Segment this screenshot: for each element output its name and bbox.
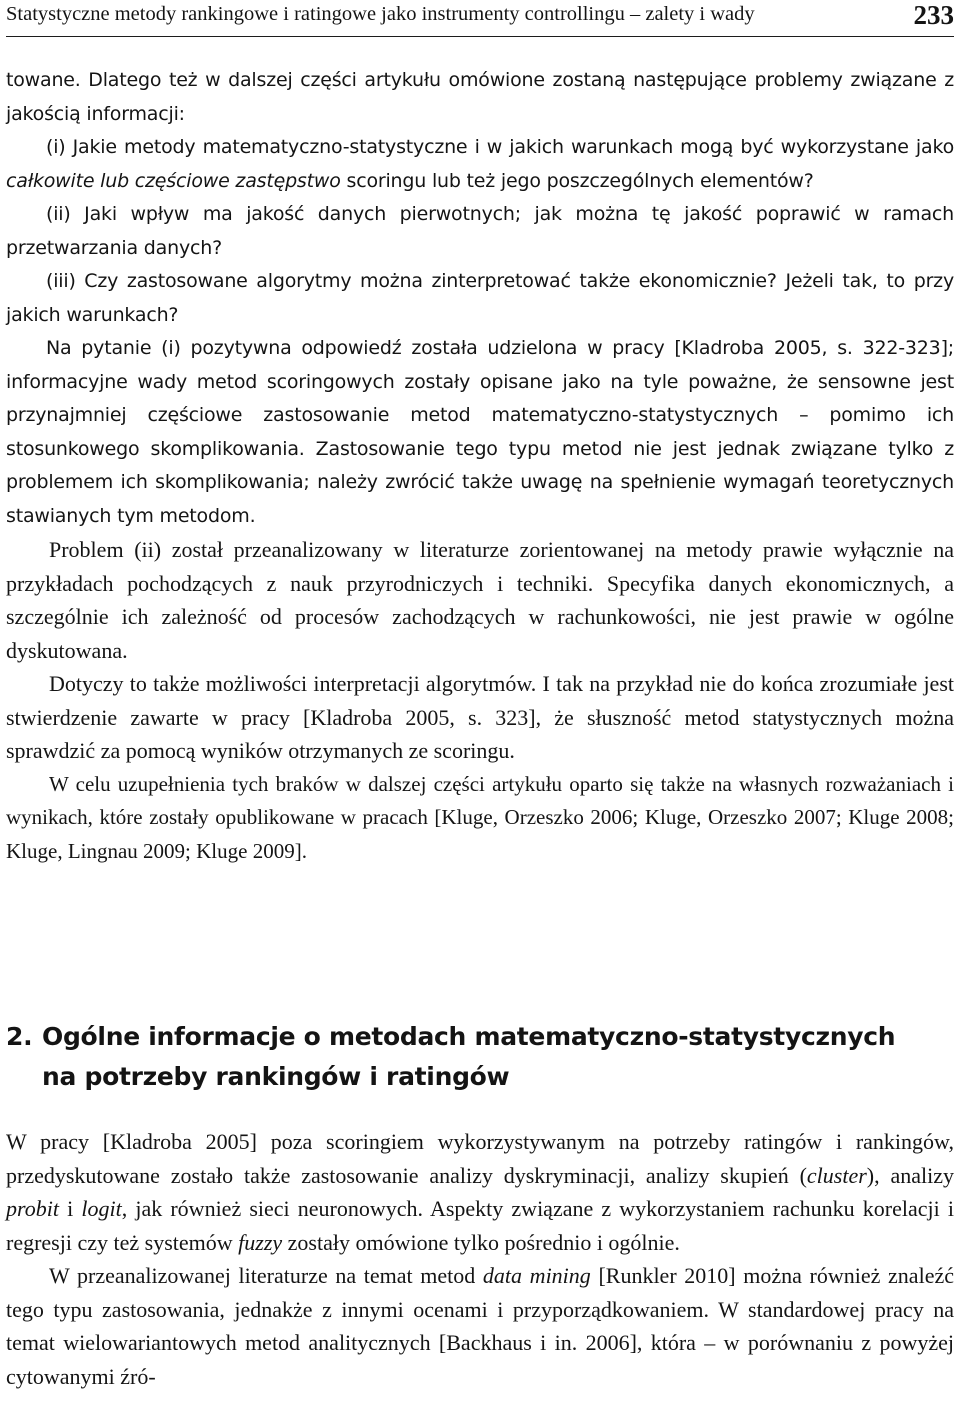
p6-text-d: , jak również sieci neuronowych. Aspekty związane z wykorzystaniem rachunku korelacji i regresji czy też systemów (6, 1196, 954, 1255)
p7-text-a: W przeanalizowanej literaturze na temat metod (49, 1263, 483, 1288)
question-i (6, 131, 954, 198)
p6-text-a: W pracy [Kladroba 2005] poza scoringiem wykorzystywanym na potrzeby ratingów i rankingów, przedyskutowane zostało także zastosowanie analizy dyskryminacji, analizy skupień ( (6, 1129, 954, 1188)
question-i-emphasis: całkowite lub częściowe zastępstwo (6, 169, 341, 192)
section-number: 2. (6, 1022, 33, 1051)
p6-text-b: ), analizy (866, 1162, 954, 1188)
body-text-lower (6, 1125, 954, 1393)
section-title-line-2: na potrzeby rankingów i ratingów (42, 1062, 510, 1091)
paragraph-interpretation: Dotyczy to także możliwości interpretacji algorytmów. I tak na przykład nie do końca zrozumiałe jest stwierdzenie zawarte w pracy [Kladroba 2005, s. 323], że słuszność metod statystycznych można sprawdzić za pomocą wyników otrzymanych ze scoringu. (6, 671, 954, 763)
paragraph-kladroba (6, 1125, 954, 1259)
question-i-text-a: (i) Jakie metody matematyczno-statystyczne i w jakich warunkach mogą być wykorzystane jako (46, 136, 954, 158)
paragraph-problem-ii: Problem (ii) został przeanalizowany w literaturze zorientowanej na metody prawie wyłącznie na przykładach pochodzących z nauk przyrodniczych i techniki. Specyfika danych ekonomicznych, a szczególnie ich zależność od procesów zachodzących w rachunkowości, nie jest prawie w ogólne dyskutowana. (6, 537, 954, 663)
p6-emphasis-cluster: cluster (806, 1162, 867, 1188)
p7-emphasis-data-mining: data mining (482, 1263, 591, 1288)
p6-emphasis-logit: logit (81, 1196, 122, 1221)
p6-emphasis-fuzzy: fuzzy (238, 1229, 283, 1255)
paragraph-answer-i (6, 332, 954, 533)
paragraph-data-mining (6, 1259, 954, 1393)
paragraph-answer-i-text: Na pytanie (i) pozytywna odpowiedź została udzielona w pracy [Kladroba 2005, s. 322-323]; informacyjne wady metod scoringowych zostały opisane jako na tyle poważne, że sensowne jest przynajmniej częściowe zastosowanie metod matematyczno-statystycznych – pomimo ich stosunkowego skomplikowania. Zastosowanie tego typu metod nie jest jednak związane tylko z problemem ich skomplikowania; należy zwrócić także uwagę na spełnienie wymagań teoretycznych stawianych tym metodom. (6, 337, 954, 527)
body-text-upper (6, 64, 954, 868)
paragraph-intro: towane. Dlatego też w dalszej części artykułu omówione zostaną następujące problemy związane z jakością informacji: (6, 69, 954, 125)
section-heading (6, 1017, 954, 1097)
running-title: Statystyczne metody rankingowe i ratingowe jako instrumenty controllingu – zalety i wady (6, 3, 755, 25)
question-i-text-b: scoringu lub też jego poszczególnych elementów? (340, 169, 814, 192)
p7-text-b: [Runkler 2010] można również znaleźć tego typu zastosowania, jednakże z innymi ocenami i przyporządkowaniem. W standardowej pracy na temat wielowariantowych metod analitycznych [Backhaus i in. 2006], która – w porównaniu z powyżej cytowanymi źró- (6, 1263, 954, 1389)
p6-emphasis-probit: probit (6, 1196, 59, 1221)
p6-text-c: i (58, 1196, 82, 1221)
running-header (6, 0, 954, 37)
p6-text-e: zostały omówione tylko pośrednio i ogólnie. (282, 1229, 680, 1255)
section-title-line-1: Ogólne informacje o metodach matematyczno-statystycznych (42, 1022, 896, 1051)
question-iii: (iii) Czy zastosowane algorytmy można zinterpretować także ekonomicznie? Jeżeli tak, to przy jakich warunkach? (6, 270, 954, 326)
page-number: 233 (913, 0, 954, 30)
paragraph-sources: W celu uzupełnienia tych braków w dalszej części artykułu oparto się także na własnych rozważaniach i wynikach, które zostały opublikowane w pracach [Kluge, Orzeszko 2006; Kluge, Orzeszko 2007; Kluge 2008; Kluge, Lingnau 2009; Kluge 2009]. (6, 771, 954, 863)
question-ii: (ii) Jaki wpływ ma jakość danych pierwotnych; jak można tę jakość poprawić w ramach przetwarzania danych? (6, 203, 954, 259)
